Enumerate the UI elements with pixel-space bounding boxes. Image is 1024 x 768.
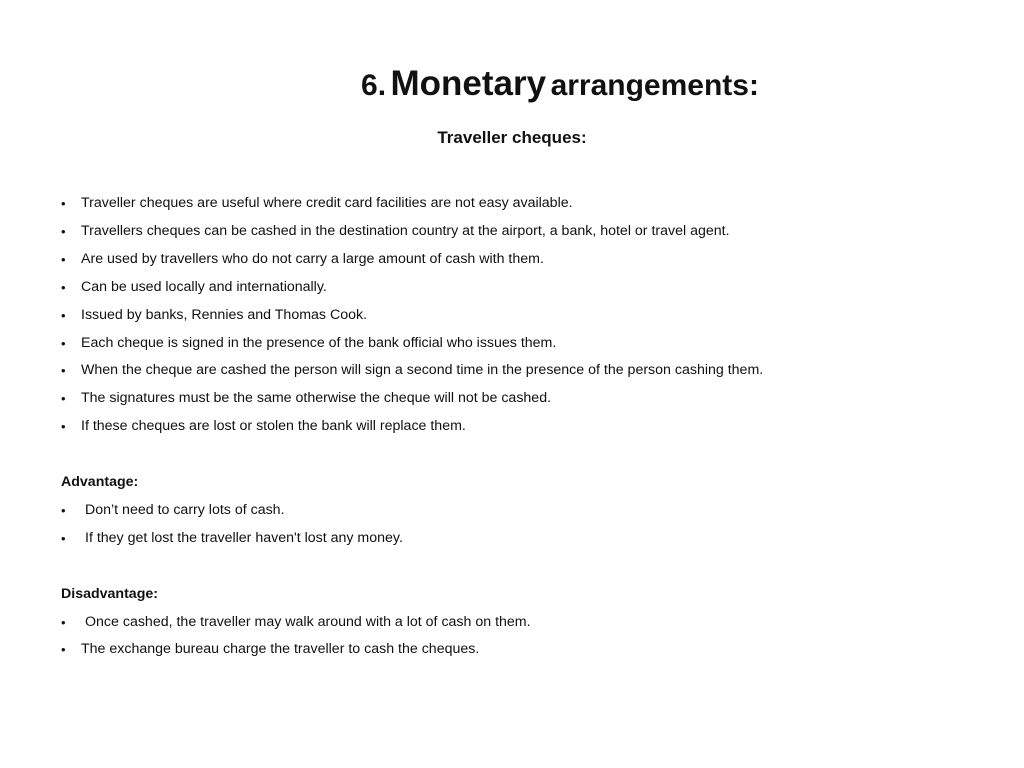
- point-text: If these cheques are lost or stolen the bank will replace them.: [81, 418, 466, 435]
- bullet-icon: •: [61, 363, 66, 379]
- advantage-text: If they get lost the traveller haven't lost any money.: [85, 529, 403, 546]
- bullet-icon: •: [61, 530, 66, 546]
- bullet-icon: •: [61, 251, 66, 267]
- bullet-icon: •: [61, 196, 66, 211]
- bullet-icon: •: [61, 279, 66, 295]
- advantage-text: Don’t need to carry lots of cash.: [85, 501, 285, 518]
- points-list: [61, 190, 1001, 441]
- point-text: When the cheque are cashed the person will sign a second time in the presence of the person cashing them.: [81, 362, 764, 379]
- bullet-icon: •: [61, 223, 66, 239]
- advantage-list: [61, 497, 1001, 553]
- list-item: [61, 274, 1001, 302]
- bullet-icon: •: [61, 307, 66, 323]
- disadvantage-heading: Disadvantage:: [61, 585, 158, 602]
- slide-title: [0, 62, 1024, 113]
- bullet-icon: •: [61, 614, 66, 630]
- list-item: [61, 246, 1001, 274]
- point-text: Each cheque is signed in the presence of the bank official who issues them.: [81, 334, 557, 351]
- point-text: Traveller cheques are useful where credit card facilities are not easy available.: [81, 195, 573, 211]
- spacer: [61, 441, 1001, 469]
- list-item: [61, 357, 1001, 385]
- spacer: [61, 553, 1001, 581]
- list-item: [61, 302, 1001, 330]
- list-item: [61, 218, 1001, 246]
- advantage-heading: Advantage:: [61, 474, 139, 491]
- title-rest: arrangements:: [550, 69, 759, 102]
- bullet-icon: •: [61, 642, 66, 658]
- disadvantage-text: Once cashed, the traveller may walk around with a lot of cash on them.: [85, 613, 531, 630]
- list-item: [61, 525, 1001, 553]
- list-item: [61, 385, 1001, 413]
- bullet-icon: •: [61, 391, 66, 407]
- point-text: The signatures must be the same otherwise the cheque will not be cashed.: [81, 390, 552, 407]
- disadvantage-list: [61, 609, 1001, 665]
- list-item: [61, 190, 1001, 218]
- bullet-icon: •: [61, 335, 66, 351]
- slide-subtitle: Traveller cheques:: [437, 128, 587, 147]
- point-text: Are used by travellers who do not carry a large amount of cash with them.: [81, 250, 544, 267]
- point-text: Travellers cheques can be cashed in the destination country at the airport, a bank, hotel or travel agent.: [81, 222, 730, 239]
- bullet-icon: •: [61, 419, 66, 435]
- list-item: [61, 497, 1001, 525]
- point-text: Can be used locally and internationally.: [81, 278, 327, 295]
- point-text: Issued by banks, Rennies and Thomas Cook.: [81, 306, 368, 323]
- title-number: 6.: [361, 69, 387, 102]
- list-item: [61, 636, 1001, 664]
- list-item: [61, 609, 1001, 637]
- bullet-icon: •: [61, 502, 66, 518]
- slide-body: [61, 190, 1001, 664]
- disadvantage-text: The exchange bureau charge the traveller to cash the cheques.: [81, 641, 480, 658]
- list-item: [61, 413, 1001, 441]
- list-item: [61, 330, 1001, 358]
- title-main-word: Monetary: [390, 64, 547, 103]
